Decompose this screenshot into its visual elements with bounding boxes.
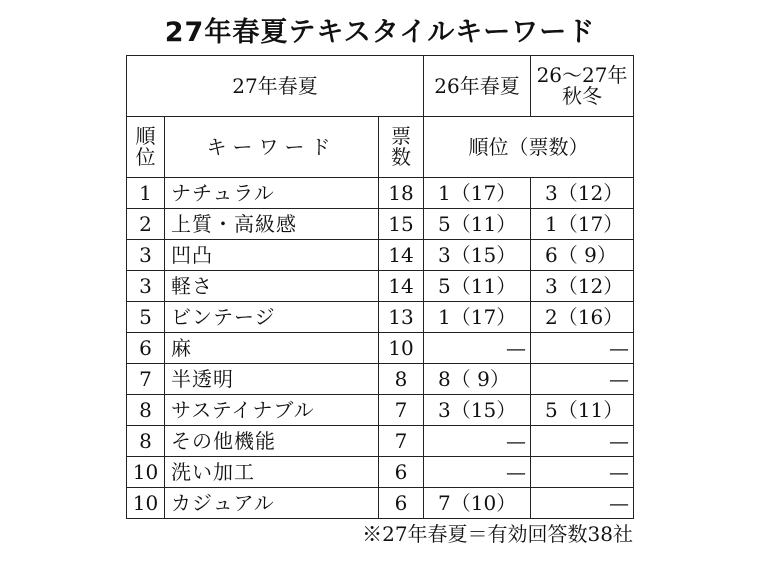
rank-2627aw-cell: — <box>531 488 634 519</box>
rank-26ss-cell: — <box>424 457 531 488</box>
table-row <box>127 271 634 302</box>
votes-cell: 15 <box>379 209 424 240</box>
table-row <box>127 178 634 209</box>
keyword-cell: 軽さ <box>165 271 379 302</box>
keyword-cell: 麻 <box>165 333 379 364</box>
table-row <box>127 364 634 395</box>
rank-26ss-cell: 3（15） <box>424 240 531 271</box>
rank-2627aw-cell: 3（12） <box>531 271 634 302</box>
rank-cell: 10 <box>127 457 165 488</box>
rank-cell: 10 <box>127 488 165 519</box>
rank-26ss-cell: 3（15） <box>424 395 531 426</box>
votes-cell: 8 <box>379 364 424 395</box>
header-rank-votes: 順位（票数） <box>424 117 634 178</box>
table-row <box>127 426 634 457</box>
keyword-cell: 洗い加工 <box>165 457 379 488</box>
rank-cell: 2 <box>127 209 165 240</box>
votes-cell: 10 <box>379 333 424 364</box>
footnote: ※27年春夏＝有効回答数38社 <box>362 522 633 546</box>
rank-cell: 6 <box>127 333 165 364</box>
keyword-cell: その他機能 <box>165 426 379 457</box>
votes-cell: 6 <box>379 488 424 519</box>
keyword-cell: 半透明 <box>165 364 379 395</box>
page-title: 27年春夏テキスタイルキーワード <box>164 17 596 48</box>
rank-26ss-cell: 1（17） <box>424 302 531 333</box>
keyword-cell: 凹凸 <box>165 240 379 271</box>
rank-2627aw-cell: 2（16） <box>531 302 634 333</box>
header-votes <box>379 117 424 178</box>
table-row <box>127 333 634 364</box>
rank-2627aw-cell: — <box>531 457 634 488</box>
table-row <box>127 488 634 519</box>
table-row <box>127 395 634 426</box>
votes-cell: 6 <box>379 457 424 488</box>
rank-26ss-cell: 8（ 9） <box>424 364 531 395</box>
rank-2627aw-cell: — <box>531 426 634 457</box>
header-season-prev: 26年春夏 <box>424 56 531 117</box>
rank-cell: 5 <box>127 302 165 333</box>
rank-26ss-cell: 5（11） <box>424 209 531 240</box>
header-season-current: 27年春夏 <box>127 56 424 117</box>
header-season-prev2-line1: 26〜27年 <box>536 63 628 87</box>
header-season-prev2-line2: 秋冬 <box>562 84 603 108</box>
votes-cell: 7 <box>379 426 424 457</box>
rank-cell: 1 <box>127 178 165 209</box>
rank-2627aw-cell: 6（ 9） <box>531 240 634 271</box>
rank-cell: 3 <box>127 271 165 302</box>
keyword-cell: サステイナブル <box>165 395 379 426</box>
header-votes-line1: 票 <box>391 124 411 148</box>
votes-cell: 13 <box>379 302 424 333</box>
votes-cell: 14 <box>379 240 424 271</box>
votes-cell: 18 <box>379 178 424 209</box>
rank-2627aw-cell: — <box>531 364 634 395</box>
header-season-prev2 <box>531 56 634 117</box>
rank-cell: 3 <box>127 240 165 271</box>
header-row-seasons <box>127 56 634 117</box>
keyword-cell: 上質・高級感 <box>165 209 379 240</box>
table-row <box>127 457 634 488</box>
keyword-cell: カジュアル <box>165 488 379 519</box>
table-row <box>127 209 634 240</box>
rank-26ss-cell: 5（11） <box>424 271 531 302</box>
header-rank-line2: 位 <box>135 145 156 169</box>
rank-2627aw-cell: 5（11） <box>531 395 634 426</box>
rank-cell: 8 <box>127 395 165 426</box>
keyword-cell: ビンテージ <box>165 302 379 333</box>
rank-26ss-cell: 7（10） <box>424 488 531 519</box>
header-row-columns <box>127 117 634 178</box>
table-row <box>127 302 634 333</box>
rank-26ss-cell: 1（17） <box>424 178 531 209</box>
header-rank-line1: 順 <box>135 124 156 148</box>
header-keyword: キーワード <box>165 117 379 178</box>
keyword-cell: ナチュラル <box>165 178 379 209</box>
rank-2627aw-cell: — <box>531 333 634 364</box>
rank-2627aw-cell: 1（17） <box>531 209 634 240</box>
rank-cell: 7 <box>127 364 165 395</box>
table-row <box>127 240 634 271</box>
keyword-ranking-table <box>126 55 634 519</box>
rank-26ss-cell: — <box>424 333 531 364</box>
header-rank <box>127 117 165 178</box>
rank-26ss-cell: — <box>424 426 531 457</box>
rank-2627aw-cell: 3（12） <box>531 178 634 209</box>
votes-cell: 14 <box>379 271 424 302</box>
header-votes-line2: 数 <box>391 145 411 169</box>
rank-cell: 8 <box>127 426 165 457</box>
votes-cell: 7 <box>379 395 424 426</box>
